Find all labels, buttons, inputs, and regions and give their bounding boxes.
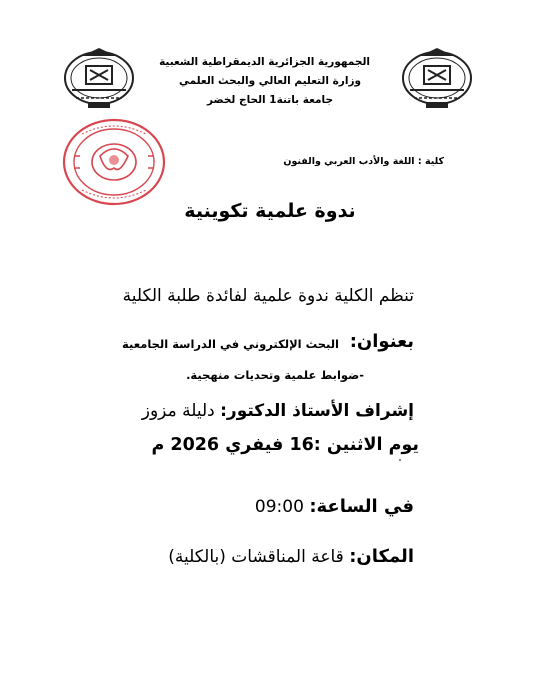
place-label: المكان: [349,546,414,567]
header-university: جامعة باتنة1 الحاج لخضر [206,94,334,106]
official-stamp-icon [60,116,168,208]
header-republic: الجمهورية الجزائرية الديمقراطية الشعبية [159,56,370,68]
time-label: في الساعة: [309,496,414,517]
supervision-line [142,401,414,421]
header-ministry: وزارة التعليم العالي والبحث العلمي [178,75,362,87]
university-emblem-right-icon [400,44,474,114]
time-line [255,496,414,517]
topic-title: البحث الإلكتروني في الدراسة الجامعية [122,337,339,351]
event-date: يوم الاثنين :16 فيفري 2026 م [151,435,419,455]
intro-text: تنظم الكلية ندوة علمية لفائدة طلبة الكلية [122,286,414,306]
dot-mark [399,459,401,461]
faculty-line: كلية : اللغة والأدب العربي والفنون [283,156,444,167]
topic-subtitle: -ضوابط علمية وتحديات منهجية. [186,368,364,382]
page-title: ندوة علمية تكوينية [184,200,356,222]
supervisor-name: دليلة مزوز [141,401,215,421]
time-value: 09:00 [254,497,304,517]
topic-label: بعنوان: [349,331,414,352]
place-line [168,546,414,567]
supervision-label: إشراف الأستاذ الدكتور: [220,401,414,421]
place-value: قاعة المناقشات (بالكلية) [168,547,344,567]
university-emblem-left-icon [62,44,136,114]
